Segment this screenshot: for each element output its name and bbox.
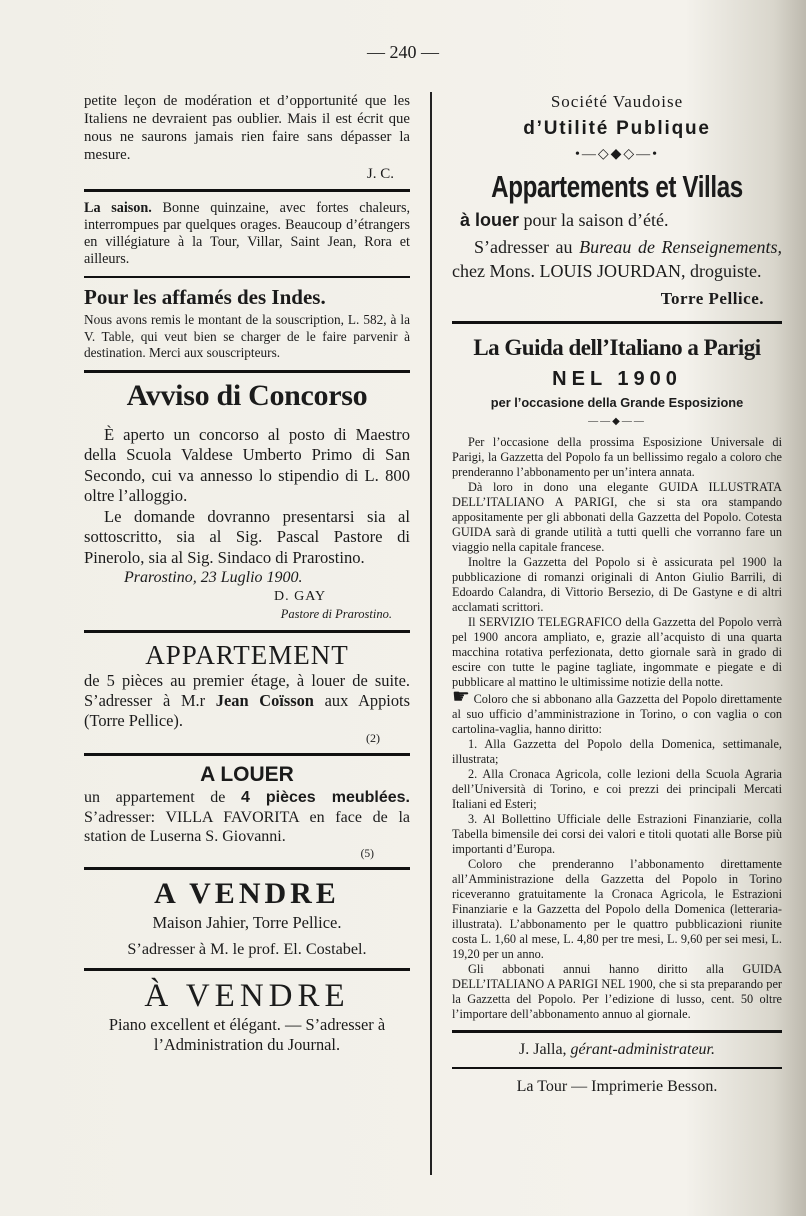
- appartement-text-a: de 5 pièces au premier étage, à louer de suite. S’adresser à M.r: [84, 671, 410, 710]
- society-line-2: d’Utilité Publique: [523, 118, 711, 139]
- guida-paragraph-1: Per l’occasione della prossima Esposizione Universale di Parigi, la Gazzetta del Popolo fa un bellissimo regalo a coloro che prenderanno l’abbonamento per un’intera annata.: [452, 435, 782, 479]
- indes-title: Pour les affamés des Indes.: [84, 285, 326, 309]
- villas-subtitle: [460, 207, 782, 233]
- section-rule: [84, 370, 410, 373]
- vendre-2-text: Piano excellent et élégant. — S’adresser à l’Administration du Journal.: [108, 1014, 386, 1054]
- vendre-2-title: À VENDRE: [144, 977, 350, 1014]
- page-number: — 240 —: [367, 42, 439, 62]
- louer-text-a: un appartement de: [84, 789, 241, 806]
- villas-subtitle-a: à louer: [460, 210, 520, 230]
- villas-text-a: S’adresser au: [474, 237, 580, 257]
- gerant-name: J. Jalla,: [519, 1041, 567, 1058]
- appartement-text-c: aux Appiots (Torre Pellice).: [84, 691, 410, 730]
- section-rule: [84, 189, 410, 192]
- saison-text: Bonne quinzaine, avec fortes chaleurs, interrompues par quelques orages. Beaucoup d’étrangers en villégiature à la Tour, Villar, Saint Jean, Rora et ailleurs.: [84, 200, 411, 267]
- imprimerie-line: La Tour — Imprimerie Besson.: [516, 1078, 718, 1095]
- section-rule: [452, 1067, 782, 1069]
- column-divider: [430, 92, 432, 1175]
- gerant-role: gérant-administrateur.: [566, 1041, 715, 1058]
- guida-paragraph-6: Coloro che prenderanno l’abbonamento direttamente all’Amministrazione della Gazzetta del Popolo in Torino riceveranno gratuitamente la Cronaca Agricola, le Estrazioni Finanziarie e la Gazzetta del Popolo della Domenica (letteraria-illustrata). L’abbonamento per le quattro pubblicazioni riunite costa L. 1,60 al mese, L. 4,80 per tre mesi, L. 9,60 per sei mesi, L. 19,20 per un anno.: [452, 857, 782, 961]
- guida-paragraph-7: Gli abbonati annui hanno diritto alla GUIDA DELL’ITALIANO A PARIGI NEL 1900, che si sta preparando per la Gazzetta del Popolo. Per l’edizione di lusso, cent. 50 oltre l’importare dell’abbonamento annuo al giornale.: [452, 962, 782, 1021]
- section-rule: [84, 630, 410, 633]
- vendre-1-line-2: S’adresser à M. le prof. El. Costabel.: [127, 939, 367, 958]
- intro-text: petite leçon de modération et d’opportunité que les Italiens ne devraient pas oublier. Mais il est écrit que nous ne saurons jamais rien faire sans dépasser la mesure.: [84, 93, 410, 163]
- guida-list-3: 3. Al Bollettino Ufficiale delle Estrazioni Finanziarie, colla Tabella bimensile dei corsi dei valori e titoli quotati alle Borse più importanti d’Europa.: [452, 812, 782, 856]
- section-rule: [84, 968, 410, 971]
- guida-paragraph-3: Inoltre la Gazzetta del Popolo si è assicurata pel 1900 la pubblicazione di romanzi originali di Anton Giulio Barrili, di Edoardo Calandra, di Vittorio Bersezio, di De Gastyne e di altri acclamati scrittori.: [452, 555, 782, 614]
- section-rule: [84, 867, 410, 870]
- guida-paragraph-2: Dà loro in dono una elegante GUIDA ILLUSTRATA DELL’ITALIANO A PARIGI, che si sta ora stampando appositamente per gli abbonati della Gazzetta del Popolo. Cotesta GUIDA sarà di grande utilità a tutti quelli che vorranno fare un viaggio nella capitale francese.: [452, 480, 782, 554]
- intro-signature: J. C.: [366, 166, 394, 182]
- left-column: [84, 92, 410, 1055]
- vendre-1-title: A VENDRE: [154, 876, 340, 910]
- appartement-title: APPARTEMENT: [145, 640, 349, 670]
- villas-subtitle-b: pour la saison d’été.: [519, 210, 669, 230]
- section-rule: [452, 321, 782, 324]
- appartement-text: [84, 671, 410, 731]
- villas-title: Appartements et Villas: [491, 169, 743, 204]
- appartement-number: (2): [366, 731, 380, 745]
- section-rule: [452, 1030, 782, 1033]
- society-line-1: Société Vaudoise: [550, 92, 684, 111]
- concorso-text-1: È aperto un concorso al posto di Maestro della Scuola Valdese Umberto Primo di San Secondo, cui va annesso lo stipendio di L. 800 oltre l’alloggio.: [84, 424, 410, 505]
- concorso-role: Pastore di Prarostino.: [280, 607, 392, 621]
- concorso-title: Avviso di Concorso: [126, 378, 368, 412]
- louer-title: A LOUER: [200, 763, 294, 786]
- louer-text-c: S’adresser: VILLA FAVORITA en face de la station de Luserna S. Giovanni.: [84, 808, 410, 845]
- guida-list-1: 1. Alla Gazzetta del Popolo della Domenica, settimanale, illustrata;: [452, 737, 782, 766]
- concorso-text-2: Le domande dovranno presentarsi sia al sottoscritto, sia al Sig. Pascal Pastore di Pinerolo, sia al Sig. Sindaco di Prarostino.: [84, 506, 410, 567]
- guida-subtitle: per l’occasione della Grande Esposizione: [490, 395, 744, 410]
- right-column: [452, 92, 782, 1097]
- guida-paragraph-5: [452, 686, 782, 737]
- guida-list-2: 2. Alla Cronaca Agricola, colle lezioni della Scuola Agraria dell’Università di Torino, e coi prezzi dei principali Mercati Italiani ed Esteri;: [452, 767, 782, 811]
- ornament: ——◆——: [588, 416, 646, 427]
- saison-notice: [84, 200, 410, 268]
- section-rule: [84, 276, 410, 278]
- guida-paragraph-5-text: Coloro che si abbonano alla Gazzetta del Popolo direttamente al suo ufficio d’amministrazione in Torino, o con vaglia o con cartolina-vaglia, hanno diritto:: [452, 692, 782, 736]
- pointing-hand-icon: ☛: [452, 686, 470, 708]
- guida-paragraph-4: Il SERVIZIO TELEGRAFICO della Gazzetta del Popolo verrà pel 1900 ancora ampliato, e, grazie all’acquisto di una quarta macchina rotativa perfezionata, detto giornale sarà in grado di escire con tutte le pagine tagliate, ingommate e piegate e di pubblicare al mattino le ultimissime notizie della notte.: [452, 615, 782, 689]
- louer-rooms: 4 pièces meublées.: [240, 789, 410, 806]
- gerant-line: [452, 1039, 782, 1061]
- villas-bureau: Bureau de Renseignements,: [579, 237, 782, 257]
- concorso-signature: D. GAY: [274, 589, 327, 604]
- villas-text: [452, 235, 782, 283]
- appartement-contact: Jean Coïsson: [215, 691, 314, 710]
- guida-title: La Guida dell’Italiano a Parigi: [473, 335, 761, 360]
- ornament: •—◇◆◇—•: [574, 147, 660, 162]
- villas-place: Torre Pellice.: [660, 289, 764, 308]
- louer-text: [84, 788, 410, 847]
- villas-text-c: chez Mons. LOUIS JOURDAN, droguiste.: [452, 261, 762, 281]
- vendre-1-line-1: Maison Jahier, Torre Pellice.: [152, 912, 342, 932]
- concorso-date: Prarostino, 23 Luglio 1900.: [124, 569, 303, 586]
- guida-year: NEL 1900: [552, 368, 682, 390]
- guida-article: [452, 435, 782, 1022]
- louer-number: (5): [360, 847, 374, 860]
- saison-title: La saison.: [84, 200, 152, 216]
- indes-text: Nous avons remis le montant de la souscription, L. 582, à la V. Table, qui veut bien se charger de le faire parvenir à destination. Merci aux souscripteurs.: [84, 312, 410, 360]
- section-rule: [84, 753, 410, 756]
